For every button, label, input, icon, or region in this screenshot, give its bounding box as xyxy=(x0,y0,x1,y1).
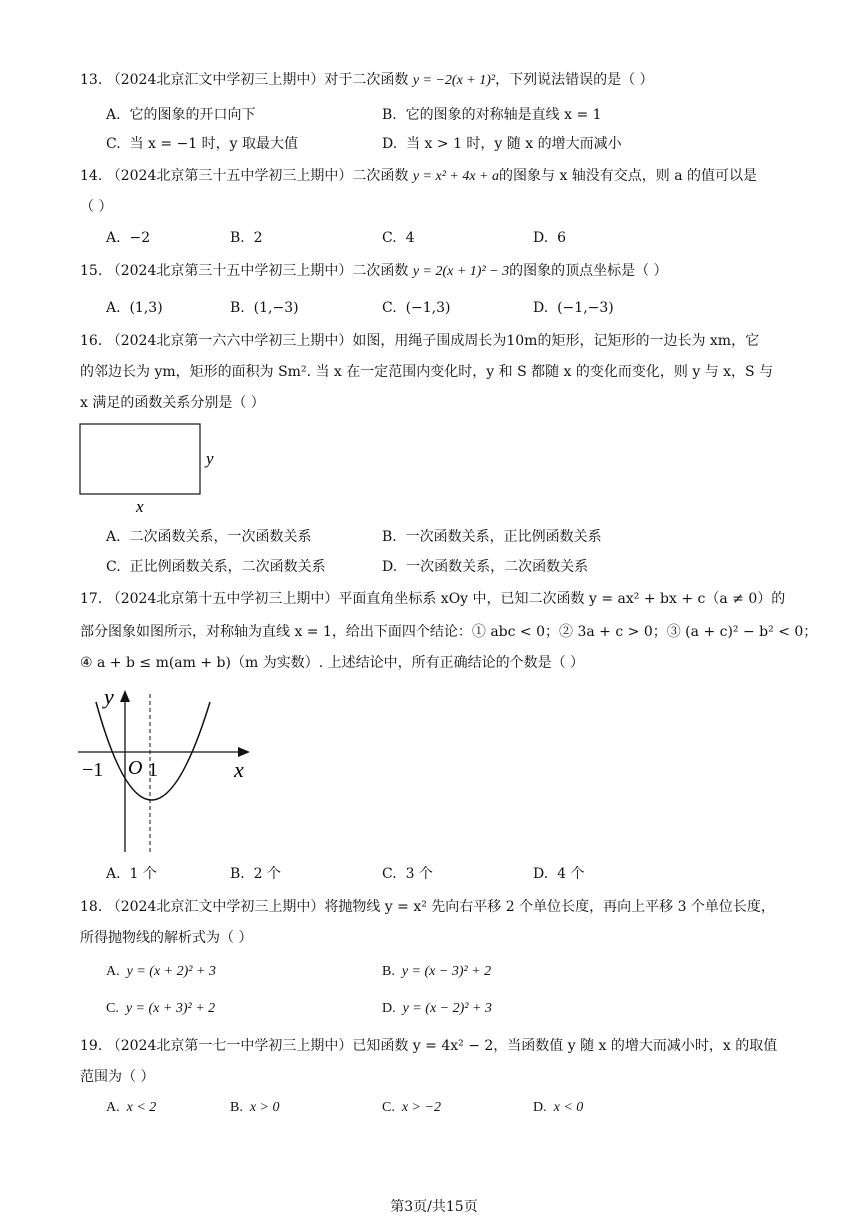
option-text: 它的图象的对称轴是直线 x = 1 xyxy=(405,107,602,123)
option-text: 6 xyxy=(557,230,567,246)
option-label: C. xyxy=(382,866,397,882)
option-label: B. xyxy=(230,230,245,246)
option-text: −2 xyxy=(129,230,151,246)
option-text: (−1,−3) xyxy=(557,300,614,316)
q13-source: （2024北京汇文中学初三上期中） xyxy=(106,72,325,88)
label-x: x xyxy=(234,757,244,782)
q13-number: 13. xyxy=(80,72,103,88)
q18-option-a[interactable] xyxy=(106,962,216,982)
option-text: x < 0 xyxy=(553,1100,584,1115)
y-axis-arrow xyxy=(120,690,130,702)
option-label: B. xyxy=(382,529,397,545)
option-label: A. xyxy=(106,1100,120,1115)
q16-source: （2024北京第一六六中学初三上期中） xyxy=(106,333,353,349)
q19-number: 19. xyxy=(80,1038,103,1054)
q17-text-1: 平面直角坐标系 xOy 中，已知二次函数 y = ax² + bx + c（a ≠ 0）的 xyxy=(338,591,786,607)
q13-option-b[interactable] xyxy=(382,105,602,125)
label-y: y xyxy=(104,684,114,709)
q15-option-b[interactable] xyxy=(230,298,299,318)
option-label: A. xyxy=(106,107,121,123)
option-text: 一次函数关系，正比例函数关系 xyxy=(405,529,602,545)
q14-option-a[interactable] xyxy=(106,228,150,248)
q19-option-b[interactable] xyxy=(230,1098,280,1118)
option-label: B. xyxy=(230,1100,243,1115)
q18-number: 18. xyxy=(80,899,103,915)
q13-text-1: 对于二次函数 xyxy=(324,72,409,88)
option-label: A. xyxy=(106,964,120,979)
option-label: C. xyxy=(106,559,121,575)
option-label: B. xyxy=(382,964,395,979)
q13-formula: y = −2(x + 1)² xyxy=(412,73,496,88)
q16-text-3: x 满足的函数关系分别是（ ） xyxy=(80,395,265,411)
q18-option-d[interactable] xyxy=(382,999,492,1019)
parabola-curve xyxy=(96,702,210,800)
q15-source: （2024北京第三十五中学初三上期中） xyxy=(106,263,353,279)
x-axis-arrow xyxy=(238,747,250,757)
q15-text-2: 的图象的顶点坐标是（ ） xyxy=(509,263,668,279)
label-y: y xyxy=(206,449,214,468)
q16-option-a[interactable] xyxy=(106,527,311,547)
option-text: 4 个 xyxy=(557,866,585,882)
q14-stem-cont: （ ） xyxy=(80,199,113,215)
q15-text-1: 二次函数 xyxy=(352,263,409,279)
option-text: 二次函数关系，一次函数关系 xyxy=(129,529,312,545)
option-label: D. xyxy=(533,866,549,882)
q16-stem xyxy=(80,331,759,351)
q17-parabola-figure xyxy=(74,682,260,858)
q15-option-a[interactable] xyxy=(106,298,163,318)
option-text: (−1,3) xyxy=(405,300,451,316)
q14-stem xyxy=(80,166,757,187)
option-text: 4 xyxy=(405,230,415,246)
q17-stem xyxy=(80,589,785,609)
q17-source: （2024北京第十五中学初三上期中） xyxy=(106,591,339,607)
option-text: x < 2 xyxy=(126,1100,157,1115)
option-text: 一次函数关系，二次函数关系 xyxy=(406,559,589,575)
q17-number: 17. xyxy=(80,591,103,607)
option-label: C. xyxy=(382,230,397,246)
option-label: A. xyxy=(106,529,121,545)
q18-source: （2024北京汇文中学初三上期中） xyxy=(106,899,325,915)
q18-option-b[interactable] xyxy=(382,962,491,982)
option-text: y = (x − 2)² + 3 xyxy=(402,1001,492,1016)
option-text: 1 个 xyxy=(129,866,157,882)
option-label: C. xyxy=(106,136,121,152)
option-label: B. xyxy=(230,300,245,316)
q16-number: 16. xyxy=(80,333,103,349)
option-text: 它的图象的开口向下 xyxy=(129,107,256,123)
option-label: B. xyxy=(382,107,397,123)
rectangle xyxy=(80,424,200,494)
option-label: D. xyxy=(382,559,398,575)
q17-option-a[interactable] xyxy=(106,864,157,884)
q14-option-c[interactable] xyxy=(382,228,415,248)
q17-option-b[interactable] xyxy=(230,864,281,884)
q13-stem xyxy=(80,70,654,91)
q19-text-1: 已知函数 y = 4x² − 2，当函数值 y 随 x 的增大而减小时，x 的取值 xyxy=(352,1038,778,1054)
q13-text-2: ，下列说法错误的是（ ） xyxy=(495,72,654,88)
q16-option-c[interactable] xyxy=(106,557,326,577)
option-label: A. xyxy=(106,300,121,316)
option-text: (1,3) xyxy=(129,300,163,316)
q19-text-2: 范围为（ ） xyxy=(80,1069,155,1085)
q14-text-2: 的图象与 x 轴没有交点，则 a 的值可以是 xyxy=(499,168,758,184)
q14-formula: y = x² + 4x + a xyxy=(412,169,499,184)
q18-text-2: 所得抛物线的解析式为（ ） xyxy=(80,930,253,946)
q16-option-b[interactable] xyxy=(382,527,602,547)
option-label: A. xyxy=(106,866,121,882)
option-label: D. xyxy=(533,1100,547,1115)
q16-rectangle-figure xyxy=(76,418,226,518)
q15-formula: y = 2(x + 1)² − 3 xyxy=(412,264,510,279)
option-label: C. xyxy=(382,300,397,316)
q17-text-2: 部分图象如图所示，对称轴为直线 x = 1，给出下面四个结论：① abc < 0；② 3a + c > 0；③ (a + c)² − b² < 0； xyxy=(80,624,818,640)
option-text: y = (x + 3)² + 2 xyxy=(125,1001,216,1016)
q17-option-d[interactable] xyxy=(533,864,584,884)
option-text: y = (x + 2)² + 3 xyxy=(126,964,216,979)
option-label: D. xyxy=(533,230,549,246)
q13-option-d[interactable] xyxy=(382,134,622,154)
option-text: y = (x − 3)² + 2 xyxy=(401,964,492,979)
q16-option-d[interactable] xyxy=(382,557,588,577)
option-label: C. xyxy=(106,1001,119,1016)
option-text: 当 x > 1 时，y 随 x 的增大而减小 xyxy=(406,136,622,152)
option-label: A. xyxy=(106,230,121,246)
option-text: 3 个 xyxy=(405,866,433,882)
q14-number: 14. xyxy=(80,168,103,184)
option-text: x > −2 xyxy=(401,1100,441,1115)
page-footer: 第3页/共15页 xyxy=(390,1199,478,1215)
q19-source: （2024北京第一七一中学初三上期中） xyxy=(106,1038,353,1054)
option-label: D. xyxy=(382,1001,396,1016)
q15-option-d[interactable] xyxy=(533,298,614,318)
q17-text-3: ④ a + b ≤ m(am + b)（m 为实数）. 上述结论中，所有正确结论的个数是（ ） xyxy=(80,655,585,671)
label-origin: O xyxy=(128,757,143,779)
q19-option-a[interactable] xyxy=(106,1098,156,1118)
q17-option-c[interactable] xyxy=(382,864,433,884)
q13-option-a[interactable] xyxy=(106,105,255,125)
q14-text-1: 二次函数 xyxy=(352,168,409,184)
q14-source: （2024北京第三十五中学初三上期中） xyxy=(106,168,353,184)
q15-option-c[interactable] xyxy=(382,298,451,318)
q18-option-c[interactable] xyxy=(106,999,215,1019)
q19-stem xyxy=(80,1036,777,1056)
option-text: x > 0 xyxy=(249,1100,280,1115)
q18-stem xyxy=(80,897,775,917)
q14-option-d[interactable] xyxy=(533,228,566,248)
q16-text-2: 的邻边长为 ym，矩形的面积为 Sm². 当 x 在一定范围内变化时，y 和 S 都随 x 的变化而变化，则 y 与 x，S 与 xyxy=(80,364,774,380)
q15-stem xyxy=(80,261,668,282)
q18-text-1: 将抛物线 y = x² 先向右平移 2 个单位长度，再向上平移 3 个单位长度， xyxy=(324,899,775,915)
label-neg1: −1 xyxy=(82,759,104,781)
option-text: 2 个 xyxy=(253,866,282,882)
option-label: D. xyxy=(382,136,398,152)
q15-number: 15. xyxy=(80,263,103,279)
option-text: 当 x = −1 时，y 取最大值 xyxy=(129,136,299,152)
option-label: D. xyxy=(533,300,549,316)
q19-option-d[interactable] xyxy=(533,1098,583,1118)
option-label: C. xyxy=(382,1100,395,1115)
q16-text-1: 如图，用绳子围成周长为10m的矩形，记矩形的一边长为 xm，它 xyxy=(352,333,760,349)
option-text: 2 xyxy=(253,230,263,246)
option-label: B. xyxy=(230,866,245,882)
q13-option-c[interactable] xyxy=(106,134,298,154)
q14-option-b[interactable] xyxy=(230,228,263,248)
label-1: 1 xyxy=(148,759,158,781)
q19-option-c[interactable] xyxy=(382,1098,441,1118)
option-text: 正比例函数关系，二次函数关系 xyxy=(129,559,326,575)
label-x: x xyxy=(136,497,144,516)
option-text: (1,−3) xyxy=(253,300,299,316)
